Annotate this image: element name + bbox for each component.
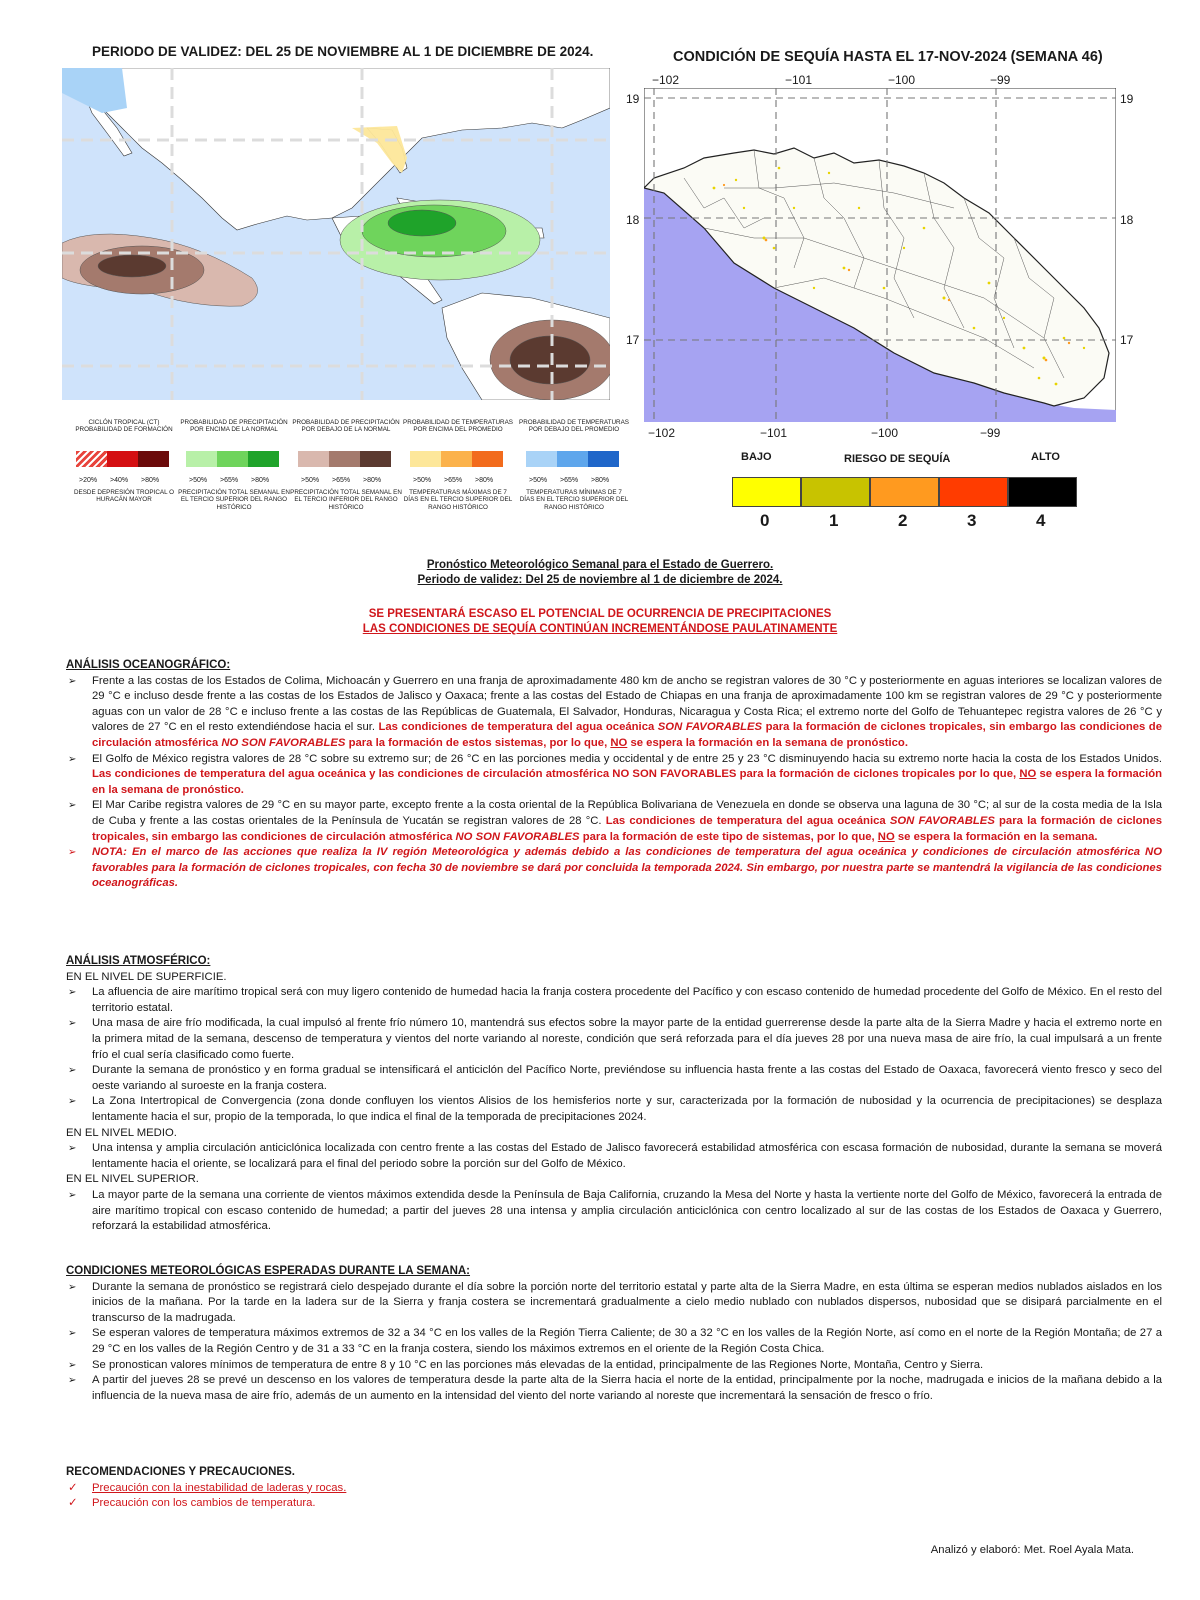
- risk-level-0-swatch: [732, 477, 801, 507]
- legend-swatch: [186, 451, 217, 467]
- legend-desc-4: TEMPERATURAS MÁXIMAS DE 7 DÍAS EN EL TERCIO SUPERIOR DEL RANGO HISTÓRICO: [403, 489, 513, 511]
- lat-tick-left-3: 17: [626, 333, 640, 347]
- legend-pct: >65%: [444, 477, 463, 484]
- level-surface: EN EL NIVEL DE SUPERFICIE.: [66, 970, 227, 983]
- cond-item-4: ➢ A partir del jueves 28 se prevé un descenso en los valores de temperatura desde la parte alta de la Sierra hacia el norte de la entidad, principalmente por la noche, madrugada e inicios de la mañana debido a la influencia de la nueva masa de aire frío, además de un aumento en la intensidad del viento del norte variando al noreste que incrementará la sensación de fresco o frío.: [68, 1374, 1162, 1402]
- risk-level-4-swatch: [1008, 477, 1077, 507]
- legend-pct: >50%: [189, 477, 208, 484]
- rec-item-1: ✓ Precaución con la inestabilidad de laderas y rocas.: [66, 1481, 1162, 1497]
- legend-swatch: [441, 451, 472, 467]
- drought-map: [644, 88, 1116, 422]
- conditions-section: [66, 1264, 1162, 1404]
- cond-item-2: ➢ Se esperan valores de temperatura máximos extremos de 32 a 34 °C en los valles de la Región Tierra Caliente; de 30 a 32 °C en los valles de la Región Norte, así como en el norte de la Región Montaña; de 27 a 29 °C en los valles de la Región Centro y de 31 a 33 °C en la franja costera, siendo los máximos extremos en el oriente de la Región Costa Chica.: [68, 1327, 1162, 1355]
- level-middle: EN EL NIVEL MEDIO.: [66, 1126, 177, 1139]
- legend-pct: >20%: [79, 477, 98, 484]
- legend-swatch: [248, 451, 279, 467]
- recs-heading: RECOMENDACIONES Y PRECAUCIONES.: [66, 1466, 295, 1478]
- ocean-section: [66, 658, 1162, 892]
- rec-item-2: ✓ Precaución con los cambios de temperatura.: [66, 1496, 1162, 1512]
- lon-tick-bottom-1: −102: [648, 426, 676, 440]
- legend-title-1: CICLÓN TROPICAL (CT) PROBABILIDAD DE FORMACIÓN: [75, 419, 173, 434]
- atmos-section: [66, 954, 1162, 1235]
- risk-level-1-swatch: [801, 477, 870, 507]
- lon-tick-top-3: −100: [888, 73, 916, 87]
- lat-tick-right-2: 18: [1120, 213, 1134, 227]
- legend-swatch: [526, 451, 557, 467]
- lat-tick-left-2: 18: [626, 213, 640, 227]
- legend-swatch: [588, 451, 619, 467]
- legend-pct: >40%: [110, 477, 129, 484]
- legend-pct: >65%: [332, 477, 351, 484]
- risk-level-2-swatch: [870, 477, 939, 507]
- legend-pct: >80%: [141, 477, 160, 484]
- legend-title-3: PROBABILIDAD DE PRECIPITACIÓN POR DEBAJO DE LA NORMAL: [292, 419, 400, 434]
- lat-tick-right-3: 17: [1120, 333, 1134, 347]
- sup-item-1: ➢ La mayor parte de la semana una corriente de vientos máximos extendida desde la Península de Baja California, cruzando la Mesa del Norte y hasta la vertiente norte del Golfo de México, favorecerá la entrada de aire marítimo tropical con escaso contenido de humedad; a partir del jueves 28 una intensa y amplia circulación anticiclónica con centro localizado al sur de las costas de los Estados de Oaxaca y Guerrero, reforzará la estabilidad atmosférica.: [68, 1188, 1162, 1233]
- legend-desc-1: DESDE DEPRESIÓN TROPICAL O HURACÁN MAYOR: [73, 489, 175, 504]
- precip-above-inner: [388, 210, 456, 236]
- risk-level-0-label: 0: [760, 511, 770, 530]
- lat-tick-left-1: 19: [626, 92, 640, 106]
- legend-pct: >65%: [220, 477, 239, 484]
- legend-swatch: [217, 451, 248, 467]
- level-upper: EN EL NIVEL SUPERIOR.: [66, 1173, 199, 1186]
- mid-item-1: ➢ Una intensa y amplia circulación anticiclónica localizada con centro frente a las costas del Estado de Jalisco favorecerá estabilidad atmosférica con escasa formación de nubosidad, durante la semana se moverá lentamente hacia el oriente, se localizará para el final del periodo sobre la porción sur del Golfo de México.: [68, 1142, 1162, 1170]
- cond-item-1: ➢ Durante la semana de pronóstico se registrará cielo despejado durante el día sobre la porción norte del territorio estatal y parte alta de la Sierra Madre, en esta última se esperan medios nublados aislados en los inicios de la mañana. Por la tarde en la ladera sur de la Sierra y franja costera se incrementará gradualmente a cielo medio nublado con nublados dispersos, nubosidad que se disipará parcialmente en el transcurso de la madrugada.: [68, 1280, 1162, 1324]
- legend-swatch: [107, 451, 138, 467]
- risk-level-3-swatch: [939, 477, 1008, 507]
- ocean-item-note: ➢ NOTA: En el marco de las acciones que realiza la IV región Meteorológica y además debido a las condiciones de temperatura del agua oceánica y condiciones de circulación atmosférica NO favorables para la formación de ciclones tropicales, con fecha 30 de noviembre se dará por concluida la temporada 2024. Sin embargo, por nuestra parte se mantendrá la vigilancia de las condiciones oceanográficas.: [68, 846, 1162, 890]
- sfc-item-1: ➢ La afluencia de aire marítimo tropical será con muy ligero contenido de humedad hacia la franja costera procedente del Pacífico y con escaso contenido de humedad procedente del Golfo de México. En el resto del territorio estatal.: [68, 986, 1162, 1014]
- risk-level-2-label: 2: [898, 511, 908, 530]
- lon-tick-bottom-3: −100: [871, 426, 899, 440]
- precip-below-west-core: [98, 255, 166, 277]
- lon-tick-top-2: −101: [785, 73, 813, 87]
- legend-swatch: [410, 451, 441, 467]
- lat-tick-right-1: 19: [1120, 92, 1134, 106]
- check-icon: ✓: [68, 1497, 78, 1510]
- forecast-title: Pronóstico Meteorológico Semanal para el Estado de Guerrero.: [426, 559, 774, 571]
- risk-level-3-label: 3: [967, 511, 977, 530]
- left-map-title: PERIODO DE VALIDEZ: DEL 25 DE NOVIEMBRE AL 1 DE DICIEMBRE DE 2024.: [92, 44, 594, 59]
- precip-below-south-core: [510, 336, 590, 384]
- legend-pct: >80%: [475, 477, 494, 484]
- legend-pct: >50%: [413, 477, 432, 484]
- cond-item-3: ➢ Se pronostican valores mínimos de temperatura de entre 8 y 10 °C en las porciones más elevadas de la entidad, principalmente de las Regiones Norte, Montaña, Centro y Sierra.: [68, 1358, 984, 1371]
- legend-pct: >65%: [560, 477, 579, 484]
- legend-pct: >50%: [529, 477, 548, 484]
- risk-low-label: BAJO: [741, 451, 772, 463]
- headline-drought: LAS CONDICIONES DE SEQUÍA CONTINÚAN INCREMENTÁNDOSE PAULATINAMENTE: [362, 623, 838, 635]
- legend-desc-2: PRECIPITACIÓN TOTAL SEMANAL EN EL TERCIO SUPERIOR DEL RANGO HISTÓRICO: [178, 489, 290, 511]
- check-icon: ✓: [68, 1481, 78, 1494]
- forecast-period: Periodo de validez: Del 25 de noviembre al 1 de diciembre de 2024.: [417, 574, 783, 586]
- ocean-item-2: ➢ El Golfo de México registra valores de 28 °C sobre su extremo sur; de 26 °C en las porciones media y occidental y de entre 25 y 23 °C disminuyendo hacia su extremo norte hacia la costa de los Estados Unidos. Las condiciones de temperatura del agua oceánica y las condiciones de circulación atmosférica NO SON FAVORABLES para la formación de ciclones tropicales por lo que, NO se espera la formación en la semana de pronóstico.: [68, 752, 1163, 796]
- atmos-heading: ANÁLISIS ATMOSFÉRICO:: [66, 955, 211, 967]
- legend-desc-5: TEMPERATURAS MÍNIMAS DE 7 DÍAS EN EL TERCIO SUPERIOR DEL RANGO HISTÓRICO: [519, 489, 629, 511]
- legend-swatch: [329, 451, 360, 467]
- legend-swatch: [76, 451, 107, 467]
- ocean-heading: ANÁLISIS OCEANOGRÁFICO:: [66, 659, 231, 671]
- lon-tick-bottom-4: −99: [980, 426, 1001, 440]
- risk-high-label: ALTO: [1031, 451, 1060, 463]
- signature: Analizó y elaboró: Met. Roel Ayala Mata.: [930, 1544, 1134, 1556]
- legend-swatch: [138, 451, 169, 467]
- sfc-item-4: ➢ La Zona Intertropical de Convergencia (zona donde confluyen los vientos Alisios de los hemisferios norte y sur, caracterizada por la formación de nubosidad y la ocurrencia de precipitaciones) se desplaza lentamente hacia el sur, propio de la temporada, lo que indica el final de la temporada de precipitaciones 2024.: [68, 1095, 1162, 1123]
- legend-title-5: PROBABILIDAD DE TEMPERATURAS POR DEBAJO DEL PROMEDIO: [519, 419, 629, 434]
- right-map-title: CONDICIÓN DE SEQUÍA HASTA EL 17-NOV-2024 (SEMANA 46): [673, 49, 1103, 65]
- lon-tick-bottom-2: −101: [760, 426, 788, 440]
- risk-title: RIESGO DE SEQUÍA: [844, 453, 951, 465]
- sfc-item-3: ➢ Durante la semana de pronóstico y en forma gradual se intensificará el anticiclón del Pacífico Norte, previéndose su influencia hasta frente a las costas del Estado de Oaxaca, favorecerá viento fresco y seco del oeste variando al suroeste en la franja costera.: [68, 1064, 1162, 1092]
- conditions-heading: CONDICIONES METEOROLÓGICAS ESPERADAS DURANTE LA SEMANA:: [66, 1265, 471, 1277]
- lon-tick-top-1: −102: [652, 73, 680, 87]
- legend-pct: >80%: [251, 477, 270, 484]
- legend-swatch: [557, 451, 588, 467]
- ocean-item-1: ➢ Frente a las costas de los Estados de Colima, Michoacán y Guerrero en una franja de aproximadamente 480 km de ancho se registran valores de 30 °C y posteriormente en aguas interiores se localizan valores de 29 °C e incluso desde frente a las costas de los Estados de Jalisco y Oaxaca; frente a las costas del Estado de Chiapas en una franja de aproximadamente 100 km se registran valores de 29 °C y posteriormente aguas con un valor de 28 °C e incluso frente a las costas de las Repúblicas de Guatemala, El Salvador, Honduras, Nicaragua y Costa Rica; el extremo norte del Golfo de Tehuantepec registra valores de 26 °C y valores de 27 °C en el resto extendiéndose hacia el sur. Las condiciones de temperatura del agua oceánica SON FAVORABLES para la formación de ciclones tropicales, sin embargo las condiciones de circulación atmosférica NO SON FAVORABLES para la formación de estos sistemas, por lo que, NO se espera la formación en la semana de pronóstico.: [68, 674, 1162, 749]
- outlook-map: [62, 68, 610, 400]
- risk-level-1-label: 1: [829, 511, 839, 530]
- lon-tick-top-4: −99: [990, 73, 1011, 87]
- headline-precip: SE PRESENTARÁ ESCASO EL POTENCIAL DE OCURRENCIA DE PRECIPITACIONES: [368, 608, 832, 620]
- ocean-item-3: ➢ El Mar Caribe registra valores de 29 °C en su mayor parte, excepto frente a la costa oriental de la República Bolivariana de Venezuela en donde se observa una laguna de 30 °C; al sur de la costa media de la Isla de Cuba y frente a las costas orientales de la Península de Yucatán se registran valores de 28 °C. Las condiciones de temperatura del agua oceánica SON FAVORABLES para la formación de ciclones tropicales, sin embargo las condiciones de circulación atmosférica NO SON FAVORABLES para la formación de este tipo de sistemas, por lo que, NO se espera la formación en la semana.: [68, 799, 1162, 843]
- sfc-item-2: ➢ Una masa de aire frío modificada, la cual impulsó al frente frío número 10, mantendrá sus efectos sobre la mayor parte de la entidad guerrerense desde la parte alta de la Sierra Madre y hacia el extremo norte en la primera mitad de la semana, descenso de temperatura y vientos del norte variando al noreste, condición que será reforzada para el día jueves 28 por una nueva masa de aire frío, la cual impulsará a un frente frío el cual sería clasificado como fuerte.: [68, 1017, 1162, 1061]
- legend-swatch: [472, 451, 503, 467]
- legend-pct: >80%: [591, 477, 610, 484]
- legend-pct: >50%: [301, 477, 320, 484]
- legend-desc-3: PRECIPITACIÓN TOTAL SEMANAL EN EL TERCIO INFERIOR DEL RANGO HISTÓRICO: [290, 489, 402, 511]
- legend-pct: >80%: [363, 477, 382, 484]
- legend-title-2: PROBABILIDAD DE PRECIPITACIÓN POR ENCIMA DE LA NORMAL: [180, 419, 288, 434]
- legend-swatch: [298, 451, 329, 467]
- legend-title-4: PROBABILIDAD DE TEMPERATURAS POR ENCIMA DEL PROMEDIO: [403, 419, 513, 434]
- recs-section: [66, 1465, 1162, 1512]
- risk-level-4-label: 4: [1036, 511, 1046, 530]
- legend-swatch: [360, 451, 391, 467]
